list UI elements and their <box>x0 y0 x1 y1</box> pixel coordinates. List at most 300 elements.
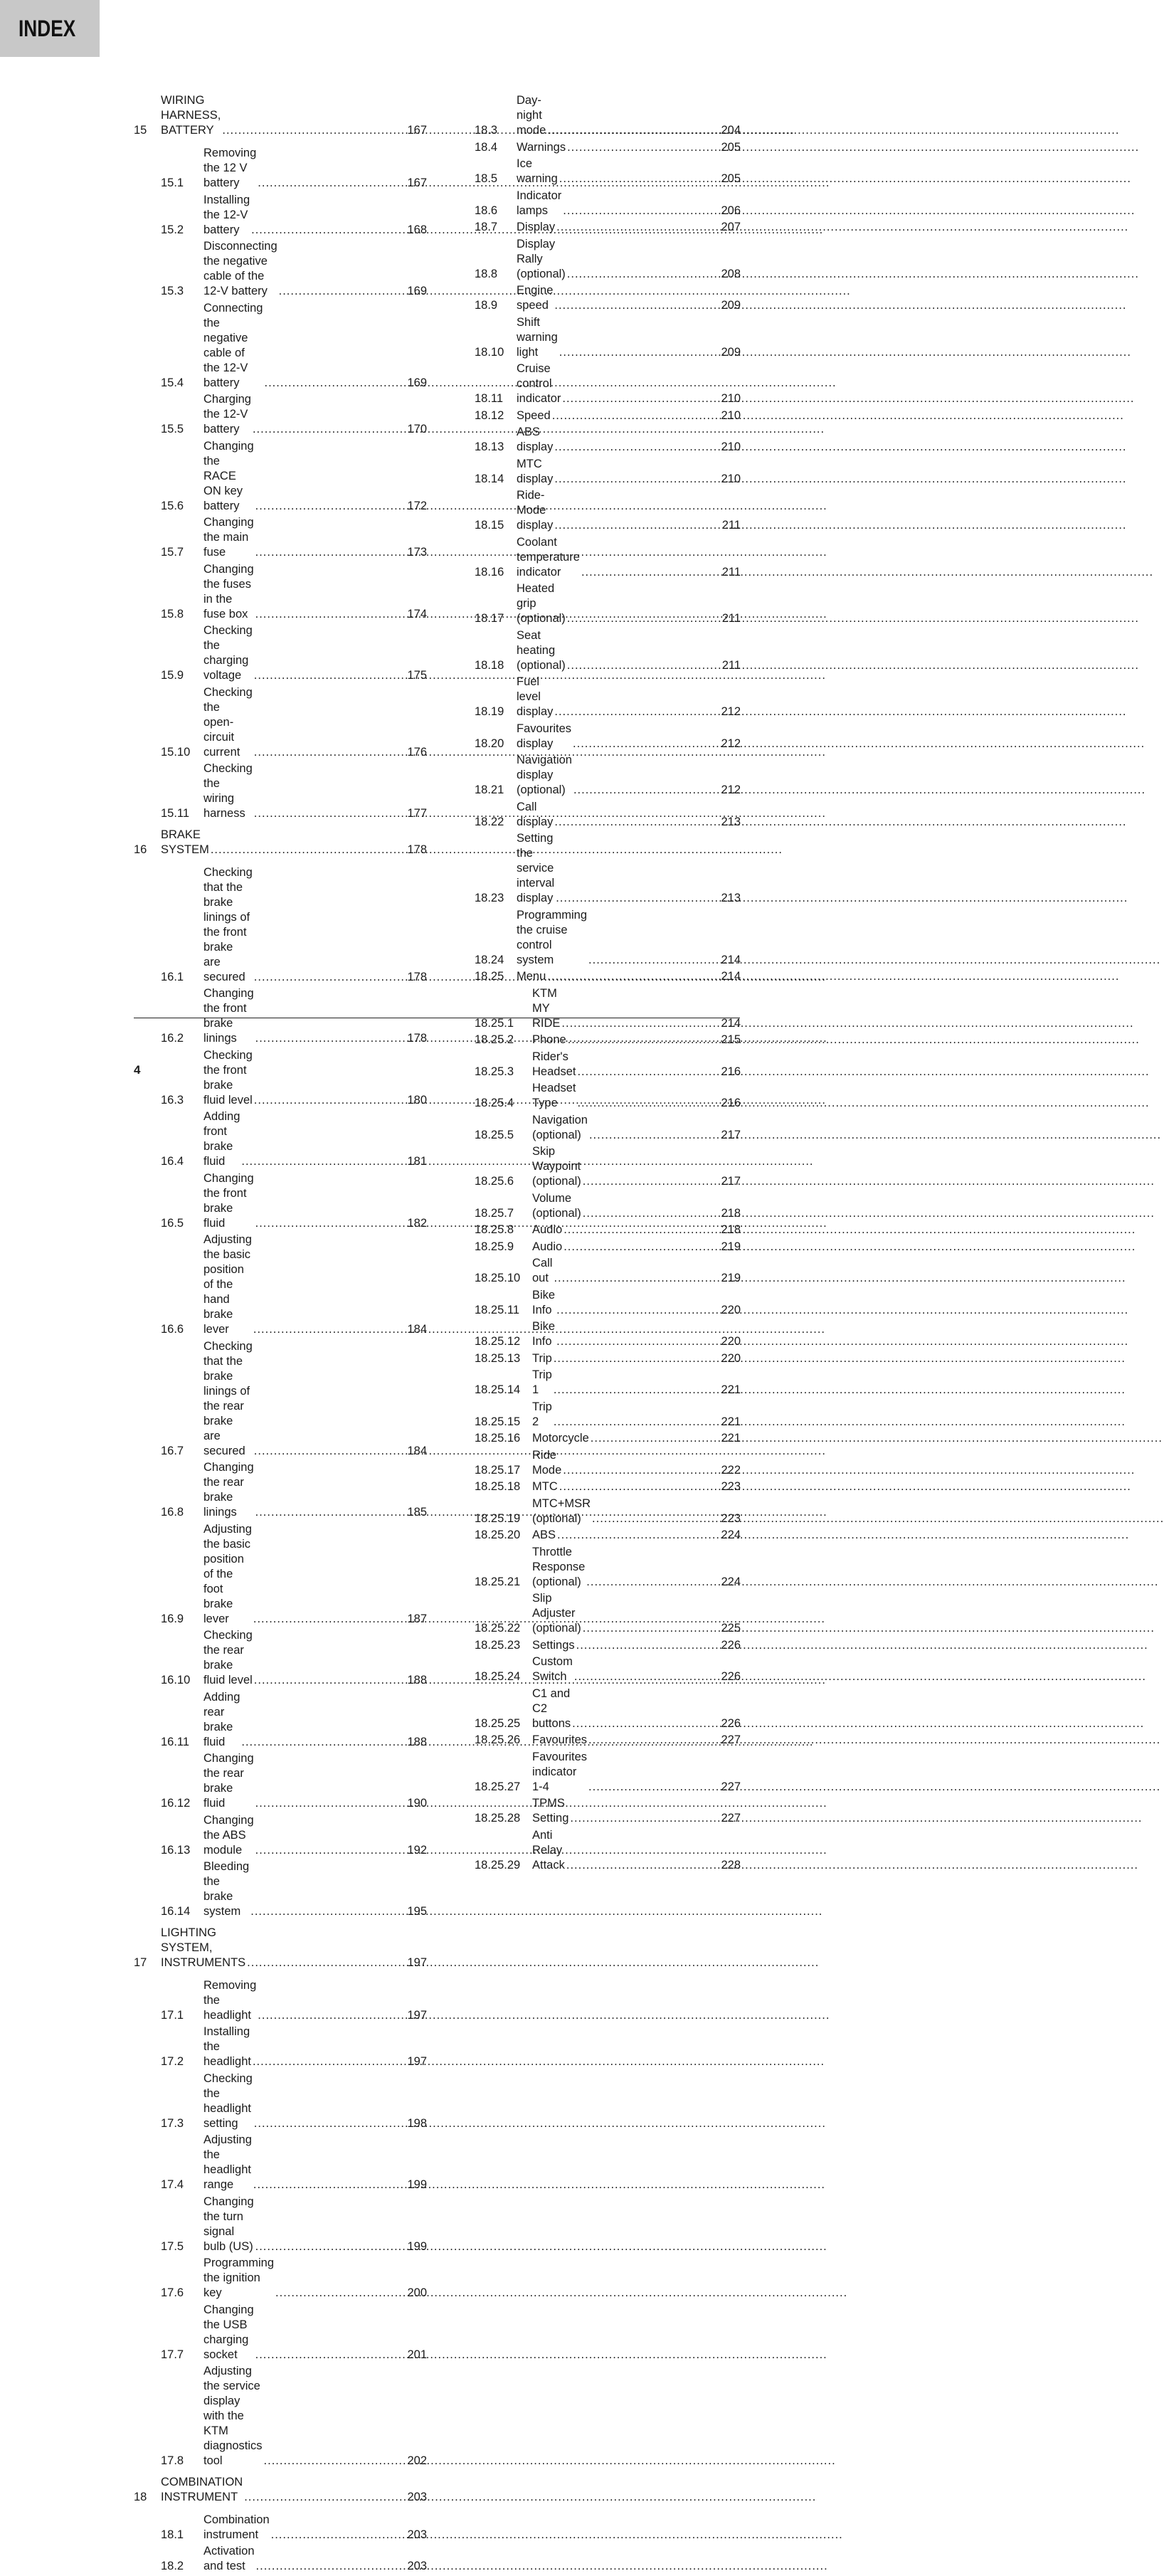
toc-entry-page: 211 <box>721 658 741 672</box>
toc-entry-number: 17 <box>134 1955 147 1969</box>
toc-right-column <box>475 93 741 1874</box>
toc-entry-number: 17.1 <box>161 2008 184 2022</box>
toc-entry-title: Speed <box>517 408 551 422</box>
toc-entry-page: 223 <box>721 1480 741 1493</box>
toc-entry-title: Volume (optional) <box>532 1191 581 1220</box>
toc-entry[interactable] <box>475 1431 741 1448</box>
toc-entry-title: TPMS Setting <box>532 1797 569 1825</box>
toc-entry[interactable] <box>134 515 427 562</box>
toc-entry-page: 185 <box>407 1506 427 1519</box>
toc-entry-page: 203 <box>407 2528 427 2541</box>
toc-entry-number: 16.14 <box>161 1905 191 1918</box>
toc-entry-page: 214 <box>721 1016 741 1030</box>
toc-entry-title: Favourites indicator 1-4 <box>532 1750 588 1793</box>
toc-entry-page: 212 <box>721 737 741 750</box>
toc-entry-page: 195 <box>407 1905 427 1918</box>
toc-entry-number: 17.5 <box>161 2239 184 2253</box>
dot-leader <box>592 1511 1164 1526</box>
dot-leader <box>567 140 1139 155</box>
toc-entry-title: Ride-Mode display <box>517 489 554 532</box>
toc-entry[interactable] <box>475 140 741 157</box>
dot-leader <box>552 408 1124 423</box>
toc-entry[interactable] <box>134 2544 427 2576</box>
toc-entry[interactable] <box>134 146 427 193</box>
toc-entry-number: 18.25.17 <box>475 1463 521 1477</box>
dot-leader <box>589 1128 1161 1143</box>
toc-entry-title: Phone <box>532 1033 566 1046</box>
toc-entry-number: 18.20 <box>475 737 504 750</box>
toc-entry[interactable] <box>475 675 741 722</box>
dot-leader <box>250 1904 822 1919</box>
toc-entry-number: 16.2 <box>161 1032 184 1045</box>
toc-entry-number: 18.25.24 <box>475 1670 521 1683</box>
toc-entry-title: Combination instrument <box>203 2513 270 2541</box>
toc-entry-number: 18.23 <box>475 892 504 904</box>
toc-entry-title: Adjusting the headlight range <box>203 2133 252 2191</box>
toc-entry[interactable] <box>475 488 741 535</box>
toc-chapter-entry[interactable] <box>134 823 427 865</box>
toc-entry-page: 192 <box>407 1843 427 1857</box>
toc-entry-number: 15.5 <box>161 423 184 436</box>
toc-entry-number: 18.25.3 <box>475 1065 514 1078</box>
toc-entry[interactable] <box>134 1048 427 1110</box>
dot-leader <box>591 1431 1163 1446</box>
toc-entry[interactable] <box>134 1171 427 1233</box>
toc-entry-number: 18.8 <box>475 267 498 280</box>
toc-entry[interactable] <box>134 2303 427 2365</box>
toc-entry[interactable] <box>134 2195 427 2256</box>
toc-entry[interactable] <box>134 1813 427 1860</box>
toc-entry-page: 226 <box>721 1716 741 1730</box>
toc-entry-title: Custom Switch <box>532 1655 573 1683</box>
toc-entry[interactable] <box>134 239 427 301</box>
toc-entry-title: Call out <box>532 1257 553 1284</box>
toc-entry-page: 204 <box>721 124 741 137</box>
dot-leader <box>574 1669 1146 1684</box>
toc-entry-title: Disconnecting the negative cable of the 12-V battery <box>203 240 277 297</box>
toc-entry-title: Installing the headlight <box>203 2025 251 2068</box>
dot-leader <box>562 391 1134 406</box>
toc-entry-page: 203 <box>407 2490 427 2503</box>
toc-entry[interactable] <box>475 361 741 408</box>
toc-entry-title: ABS display <box>517 426 554 453</box>
toc-entry-number: 17.7 <box>161 2348 184 2361</box>
toc-entry-page: 210 <box>721 408 741 422</box>
toc-entry-title: Removing the headlight <box>203 1978 257 2022</box>
toc-entry-number: 16.1 <box>161 970 184 983</box>
toc-entry[interactable] <box>475 1144 741 1191</box>
toc-entry[interactable] <box>134 1628 427 1690</box>
toc-entry-page: 219 <box>721 1272 741 1284</box>
index-tab-label: INDEX <box>18 16 76 41</box>
toc-entry[interactable] <box>475 93 741 140</box>
toc-entry-page: 213 <box>721 815 741 828</box>
toc-entry[interactable] <box>475 408 741 426</box>
toc-entry-page: 210 <box>721 440 741 453</box>
toc-entry-number: 17.8 <box>161 2454 184 2467</box>
toc-entry-page: 224 <box>721 1529 741 1541</box>
toc-entry-title: Connecting the negative cable of the 12-V battery <box>203 301 263 389</box>
toc-entry-page: 227 <box>721 1733 741 1746</box>
toc-entry-page: 215 <box>721 1033 741 1046</box>
toc-entry-number: 18.21 <box>475 783 504 796</box>
toc-entry[interactable] <box>475 1496 741 1529</box>
toc-entry[interactable] <box>475 189 741 221</box>
toc-entry-title: Day-night mode <box>517 94 546 137</box>
toc-entry[interactable] <box>134 1751 427 1813</box>
toc-entry[interactable] <box>475 1223 741 1240</box>
toc-entry[interactable] <box>475 457 741 489</box>
page-number: 4 <box>134 1063 141 1077</box>
toc-entry-title: Rider's Headset <box>532 1050 576 1078</box>
dot-leader <box>554 1415 1126 1430</box>
toc-entry-number: 18.14 <box>475 472 504 485</box>
toc-entry[interactable] <box>134 2025 427 2071</box>
toc-entry-number: 18.25.10 <box>475 1272 521 1284</box>
toc-entry-title: Changing the RACE ON key battery <box>203 439 254 512</box>
toc-entry-number: 18.25.20 <box>475 1529 521 1541</box>
dot-leader <box>559 345 1131 360</box>
toc-entry-page: 209 <box>721 345 741 359</box>
dot-leader <box>554 1351 1126 1366</box>
toc-entry-title: KTM MY RIDE <box>532 986 561 1030</box>
toc-entry[interactable] <box>134 761 427 823</box>
toc-entry-title: LIGHTING SYSTEM, INSTRUMENTS <box>161 1926 246 1969</box>
toc-entry[interactable] <box>134 1690 427 1752</box>
toc-entry[interactable] <box>134 2256 427 2303</box>
toc-entry-number: 18.25.12 <box>475 1335 521 1348</box>
toc-entry[interactable] <box>134 1232 427 1339</box>
toc-entry-number: 15.8 <box>161 607 184 621</box>
toc-entry[interactable] <box>134 392 427 439</box>
toc-entry-title: Programming the ignition key <box>203 2256 275 2299</box>
toc-entry-page: 216 <box>721 1065 741 1078</box>
toc-entry-page: 207 <box>721 221 741 233</box>
toc-entry-title: WIRING HARNESS, BATTERY <box>161 94 221 137</box>
toc-entry[interactable] <box>134 439 427 516</box>
toc-entry-number: 18.16 <box>475 565 504 579</box>
toc-entry-title: Checking the open-circuit current <box>203 685 253 759</box>
toc-entry[interactable] <box>475 1319 741 1351</box>
toc-entry-title: Settings <box>532 1638 575 1652</box>
toc-entry[interactable] <box>134 1522 427 1629</box>
dot-leader <box>573 783 1146 798</box>
toc-entry-page: 190 <box>407 1797 427 1810</box>
toc-entry[interactable] <box>134 1460 427 1522</box>
toc-entry-page: 175 <box>407 669 427 682</box>
toc-entry-number: 18.25.23 <box>475 1638 521 1652</box>
toc-entry-page: 167 <box>407 176 427 189</box>
toc-entry[interactable] <box>475 1479 741 1496</box>
toc-entry-title: Changing the USB charging socket <box>203 2303 254 2361</box>
toc-entry-number: 18.22 <box>475 815 504 828</box>
toc-entry-title: Trip 1 <box>532 1368 552 1396</box>
toc-entry-title: Headset Type <box>532 1082 576 1109</box>
toc-entry-page: 226 <box>721 1670 741 1683</box>
toc-entry-title: Adding front brake fluid <box>203 1110 240 1168</box>
toc-entry-title: Ride Mode <box>532 1448 562 1477</box>
dot-leader <box>583 1174 1155 1189</box>
toc-entry[interactable] <box>475 237 741 284</box>
toc-entry-page: 169 <box>407 376 427 389</box>
toc-entry-number: 18.25.29 <box>475 1858 521 1872</box>
toc-entry[interactable] <box>134 193 427 240</box>
toc-entry-number: 18.25.13 <box>475 1351 521 1365</box>
toc-entry[interactable] <box>475 220 741 237</box>
toc-entry-number: 18.25.25 <box>475 1716 521 1730</box>
toc-entry[interactable] <box>475 1750 741 1797</box>
toc-entry-number: 16.7 <box>161 1444 184 1457</box>
toc-entry[interactable] <box>475 753 741 800</box>
toc-entry[interactable] <box>475 1654 741 1686</box>
toc-entry-number: 18.25.21 <box>475 1575 521 1588</box>
toc-entry-page: 224 <box>721 1575 741 1588</box>
dot-leader <box>256 2559 828 2574</box>
toc-entry-number: 17.6 <box>161 2286 184 2299</box>
toc-entry-title: Checking the headlight setting <box>203 2071 253 2130</box>
toc-entry-page: 221 <box>721 1383 741 1396</box>
toc-entry-number: 18.15 <box>475 519 504 532</box>
toc-entry-number: 16.13 <box>161 1843 191 1857</box>
toc-entry-title: Bike Info <box>532 1288 556 1316</box>
toc-entry[interactable] <box>134 1978 427 2025</box>
toc-entry[interactable] <box>475 800 741 832</box>
toc-entry-number: 18.2 <box>161 2560 184 2572</box>
toc-entry-title: Adjusting the basic position of the foot brake lever <box>203 1522 252 1625</box>
toc-entry-page: 188 <box>407 1674 427 1686</box>
toc-entry-page: 184 <box>407 1323 427 1336</box>
toc-entry[interactable] <box>475 1050 741 1082</box>
toc-entry[interactable] <box>134 623 427 685</box>
toc-entry[interactable] <box>134 2513 427 2545</box>
toc-entry-number: 16 <box>134 843 147 856</box>
toc-chapter-entry[interactable] <box>134 93 427 146</box>
toc-entry-page: 210 <box>721 472 741 485</box>
dot-leader <box>568 1033 1140 1047</box>
dot-leader <box>583 1206 1155 1221</box>
toc-entry-page: 219 <box>721 1240 741 1253</box>
toc-entry-title: Ice warning <box>517 157 558 185</box>
toc-entry-number: 18.25.5 <box>475 1128 514 1141</box>
toc-entry-page: 222 <box>721 1463 741 1477</box>
toc-entry-number: 18.25.6 <box>475 1175 514 1188</box>
toc-entry[interactable] <box>475 908 741 970</box>
toc-entry[interactable] <box>134 685 427 762</box>
toc-entry-page: 211 <box>721 612 741 625</box>
toc-entry[interactable] <box>475 1828 741 1875</box>
dot-leader <box>556 220 1128 235</box>
toc-entry[interactable] <box>475 1448 741 1480</box>
toc-entry-page: 217 <box>721 1128 741 1141</box>
toc-entry[interactable] <box>134 1859 427 1921</box>
toc-entry-page: 182 <box>407 1216 427 1230</box>
toc-entry-number: 16.12 <box>161 1797 191 1810</box>
dot-leader <box>564 1223 1136 1237</box>
toc-entry[interactable] <box>475 986 741 1033</box>
toc-entry[interactable] <box>475 1113 741 1145</box>
toc-entry-page: 180 <box>407 1093 427 1107</box>
dot-leader <box>581 565 1153 580</box>
toc-entry-title: Checking that the brake linings of the rear brake are secured <box>203 1339 253 1457</box>
toc-entry-page: 202 <box>407 2454 427 2467</box>
toc-entry[interactable] <box>134 1339 427 1461</box>
toc-entry-title: Changing the rear brake fluid <box>203 1752 254 1810</box>
dot-leader <box>557 1528 1129 1543</box>
toc-entry-page: 213 <box>721 892 741 904</box>
toc-entry[interactable] <box>475 1368 741 1400</box>
toc-entry-number: 17.3 <box>161 2116 184 2130</box>
toc-entry[interactable] <box>134 865 427 987</box>
toc-entry[interactable] <box>475 1240 741 1257</box>
toc-entry-title: Setting the service interval display <box>517 832 555 904</box>
toc-entry-number: 18.10 <box>475 345 504 359</box>
toc-entry-number: 18.25.4 <box>475 1097 514 1109</box>
toc-entry-title: Checking the rear brake fluid level <box>203 1629 253 1686</box>
toc-entry-page: 177 <box>407 807 427 820</box>
dot-leader <box>570 1811 1142 1826</box>
toc-entry[interactable] <box>475 1256 741 1288</box>
toc-entry[interactable] <box>475 425 741 457</box>
toc-entry-title: Call display <box>517 800 554 828</box>
dot-leader <box>556 1303 1128 1318</box>
toc-entry[interactable] <box>475 1191 741 1223</box>
toc-entry-page: 197 <box>407 2008 427 2022</box>
toc-chapter-entry[interactable] <box>134 2471 427 2513</box>
dot-leader <box>588 953 1160 968</box>
toc-entry[interactable] <box>475 1733 741 1750</box>
toc-entry-title: COMBINATION INSTRUMENT <box>161 2475 243 2503</box>
toc-entry-page: 198 <box>407 2116 427 2130</box>
dot-leader <box>253 2054 825 2069</box>
dot-leader <box>554 518 1126 533</box>
dot-leader <box>554 815 1126 830</box>
dot-leader <box>572 1716 1144 1731</box>
toc-entry-number: 18.17 <box>475 612 504 625</box>
toc-entry[interactable] <box>475 1288 741 1320</box>
toc-entry-page: 173 <box>407 546 427 559</box>
toc-entry-number: 18.25.16 <box>475 1432 521 1445</box>
toc-entry-title: Audio <box>532 1240 563 1253</box>
toc-entry-title: C1 and C2 buttons <box>532 1686 571 1730</box>
toc-entry-title: Throttle Response (optional) <box>532 1545 586 1588</box>
toc-entry-number: 18.13 <box>475 440 504 453</box>
dot-leader <box>554 298 1126 313</box>
toc-entry-page: 214 <box>721 953 741 966</box>
toc-entry-page: 208 <box>721 267 741 280</box>
toc-entry[interactable] <box>475 1545 741 1592</box>
dot-leader <box>577 1096 1149 1111</box>
toc-entry-title: Navigation (optional) <box>532 1113 588 1141</box>
toc-entry-page: 210 <box>721 392 741 405</box>
toc-entry-page: 197 <box>407 2055 427 2068</box>
toc-entry[interactable] <box>134 1109 427 1171</box>
toc-entry-page: 197 <box>407 1955 427 1969</box>
toc-entry[interactable] <box>475 315 741 362</box>
toc-entry-number: 15.4 <box>161 376 184 389</box>
toc-entry-page: 206 <box>721 204 741 217</box>
toc-entry-number: 18.25.8 <box>475 1223 514 1236</box>
toc-entry[interactable] <box>475 581 741 628</box>
toc-entry-number: 17.2 <box>161 2055 184 2068</box>
toc-entry[interactable] <box>475 535 741 582</box>
toc-chapter-entry[interactable] <box>134 1921 427 1978</box>
toc-entry-page: 184 <box>407 1444 427 1457</box>
dot-leader <box>554 440 1126 455</box>
toc-entry[interactable] <box>475 1591 741 1638</box>
toc-entry[interactable] <box>475 283 741 315</box>
toc-entry[interactable] <box>475 722 741 754</box>
toc-entry-number: 18.18 <box>475 658 504 672</box>
toc-entry-number: 15.9 <box>161 669 184 682</box>
toc-entry[interactable] <box>134 2071 427 2133</box>
dot-leader <box>554 472 1126 487</box>
toc-entry-page: 203 <box>407 2560 427 2572</box>
toc-entry[interactable] <box>134 562 427 624</box>
toc-entry[interactable] <box>475 831 741 908</box>
toc-entry-page: 169 <box>407 285 427 297</box>
toc-entry-title: Motorcycle <box>532 1432 589 1445</box>
toc-entry[interactable] <box>134 301 427 393</box>
toc-entry-number: 18.25.26 <box>475 1733 521 1746</box>
toc-entry-number: 18.25.9 <box>475 1240 514 1253</box>
toc-entry[interactable] <box>134 2133 427 2195</box>
toc-entry[interactable] <box>475 1351 741 1368</box>
toc-entry-page: 211 <box>721 565 741 579</box>
toc-entry-title: Checking the front brake fluid level <box>203 1048 253 1107</box>
dot-leader <box>271 2528 843 2543</box>
dot-leader <box>254 2116 826 2131</box>
toc-entry-title: Audio <box>532 1223 563 1236</box>
toc-entry[interactable] <box>475 1081 741 1113</box>
toc-entry[interactable] <box>475 157 741 189</box>
toc-entry-page: 187 <box>407 1612 427 1625</box>
toc-entry[interactable] <box>475 1033 741 1050</box>
toc-entry[interactable] <box>475 969 741 986</box>
toc-entry-title: Warnings <box>517 140 566 154</box>
toc-entry-number: 18.25.19 <box>475 1511 521 1525</box>
toc-entry-page: 199 <box>407 2239 427 2253</box>
dot-leader <box>566 1858 1138 1873</box>
toc-entry[interactable] <box>475 1686 741 1733</box>
toc-entry-number: 18.25.11 <box>475 1303 520 1316</box>
toc-entry[interactable] <box>475 1400 741 1432</box>
toc-entry-title: Skip Waypoint (optional) <box>532 1145 581 1188</box>
toc-entry[interactable] <box>475 1638 741 1655</box>
toc-entry-title: Fuel level display <box>517 675 554 718</box>
toc-entry-number: 18.25.28 <box>475 1812 521 1825</box>
toc-entry-page: 201 <box>407 2348 427 2361</box>
toc-entry-number: 18.25.7 <box>475 1206 514 1220</box>
toc-entry-title: Favourites <box>532 1733 588 1746</box>
toc-entry-number: 15.11 <box>161 807 190 820</box>
toc-entry-number: 18.19 <box>475 705 504 718</box>
dot-leader <box>564 1240 1136 1255</box>
toc-entry-number: 16.6 <box>161 1323 184 1336</box>
toc-entry-page: 200 <box>407 2286 427 2299</box>
toc-entry-title: Anti Relay Attack <box>532 1828 565 1872</box>
toc-entry-title: Bike Info <box>532 1320 556 1348</box>
toc-entry[interactable] <box>475 628 741 675</box>
toc-entry[interactable] <box>475 1796 741 1828</box>
toc-entry-page: 178 <box>407 970 427 983</box>
dot-leader <box>554 1383 1126 1398</box>
toc-entry[interactable] <box>134 2364 427 2471</box>
toc-entry-number: 18.3 <box>475 124 498 137</box>
toc-entry-number: 18.25.22 <box>475 1622 521 1635</box>
toc-entry[interactable] <box>475 1528 741 1545</box>
toc-entry-number: 15.6 <box>161 499 184 512</box>
toc-entry-page: 168 <box>407 223 427 236</box>
